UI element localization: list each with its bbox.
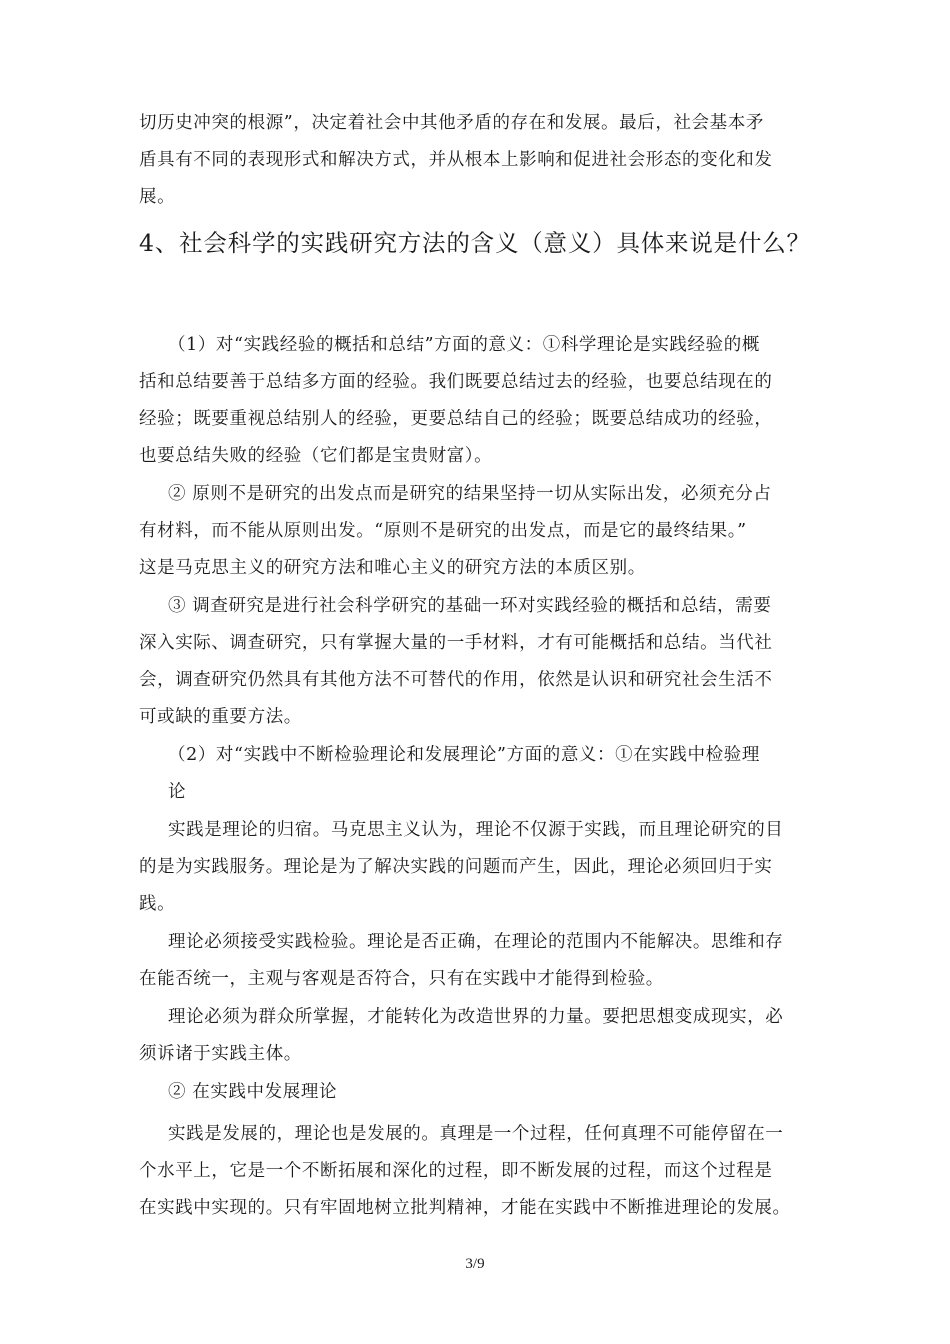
paragraph-c-line-1: 理论必须为群众所掌握，才能转化为改造世界的力量。要把思想变成现实，必 bbox=[168, 1007, 784, 1027]
part2-line-2: 论 bbox=[168, 782, 187, 802]
point3-line-2: 深入实际、调查研究，只有掌握大量的一手材料，才有可能概括和总结。当代社 bbox=[139, 633, 773, 653]
paragraph-a-line-2: 的是为实践服务。理论是为了解决实践的问题而产生，因此，理论必须回归于实 bbox=[139, 857, 773, 877]
paragraph-d-line-1: 实践是发展的，理论也是发展的。真理是一个过程，任何真理不可能停留在一 bbox=[168, 1124, 784, 1144]
paragraph-d-line-3: 在实践中实现的。只有牢固地树立批判精神，才能在实践中不断推进理论的发展。 bbox=[139, 1198, 791, 1218]
point3-line-4: 可或缺的重要方法。 bbox=[139, 707, 302, 727]
paragraph-d-line-2: 个水平上，它是一个不断拓展和深化的过程，即不断发展的过程，而这个过程是 bbox=[139, 1161, 773, 1181]
part1-line-2: 括和总结要善于总结多方面的经验。我们既要总结过去的经验，也要总结现在的 bbox=[139, 372, 773, 392]
paragraph-b-line-1: 理论必须接受实践检验。理论是否正确，在理论的范围内不能解决。思维和存 bbox=[168, 932, 784, 952]
point3-line-3: 会，调查研究仍然具有其他方法不可替代的作用，依然是认识和研究社会生活不 bbox=[139, 670, 773, 690]
paragraph-a-line-3: 践。 bbox=[139, 894, 176, 914]
part2-line-1: （2）对“实践中不断检验理论和发展理论”方面的意义：①在实践中检验理 bbox=[168, 745, 760, 765]
point3-line-1: ③ 调查研究是进行社会科学研究的基础一环对实践经验的概括和总结，需要 bbox=[168, 596, 772, 616]
page-number: 3/9 bbox=[465, 1256, 485, 1272]
paragraph-b-line-2: 在能否统一，主观与客观是否符合，只有在实践中才能得到检验。 bbox=[139, 969, 664, 989]
point2-line-3: 这是马克思主义的研究方法和唯心主义的研究方法的本质区别。 bbox=[139, 558, 646, 578]
intro-line-2: 盾具有不同的表现形式和解决方式，并从根本上影响和促进社会形态的变化和发 bbox=[139, 150, 773, 170]
part1-line-4: 也要总结失败的经验（它们都是宝贵财富）。 bbox=[139, 446, 493, 466]
section-heading: 4、社会科学的实践研究方法的含义（意义）具体来说是什么？ bbox=[139, 229, 811, 257]
intro-line-3: 展。 bbox=[139, 187, 176, 207]
intro-line-1: 切历史冲突的根源”，决定着社会中其他矛盾的存在和发展。最后，社会基本矛 bbox=[139, 113, 764, 133]
point2-line-2: 有材料，而不能从原则出发。“原则不是研究的出发点，而是它的最终结果。” bbox=[139, 521, 747, 541]
part1-line-1: （1）对“实践经验的概括和总结”方面的意义：①科学理论是实践经验的概 bbox=[168, 335, 760, 355]
subheading-develop-theory: ② 在实践中发展理论 bbox=[168, 1082, 338, 1102]
paragraph-c-line-2: 须诉诸于实践主体。 bbox=[139, 1044, 302, 1064]
point2-line-1: ② 原则不是研究的出发点而是研究的结果坚持一切从实际出发，必须充分占 bbox=[168, 484, 772, 504]
paragraph-a-line-1: 实践是理论的归宿。马克思主义认为，理论不仅源于实践，而且理论研究的目 bbox=[168, 820, 784, 840]
part1-line-3: 经验；既要重视总结别人的经验，更要总结自己的经验；既要总结成功的经验， bbox=[139, 409, 773, 429]
